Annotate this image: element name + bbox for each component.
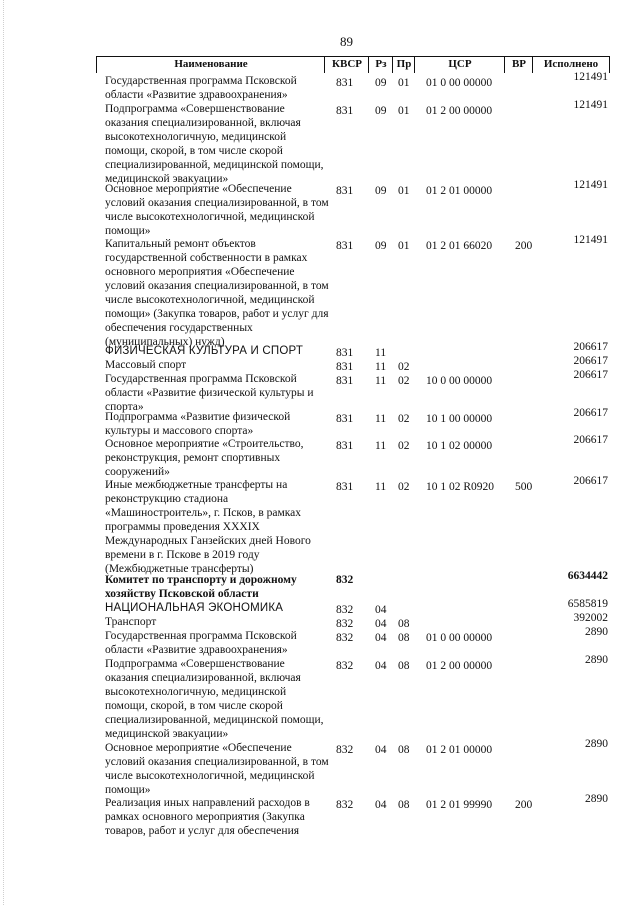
row-kvsr: 832	[336, 618, 354, 630]
header-kvsr: КВСР	[324, 56, 369, 73]
row-kvsr: 831	[336, 185, 354, 197]
row-rz: 09	[375, 240, 387, 252]
row-rz: 04	[375, 632, 387, 644]
row-pr: 02	[398, 375, 410, 387]
row-kvsr: 831	[336, 375, 354, 387]
row-pr: 01	[398, 185, 410, 197]
row-kvsr: 832	[336, 632, 354, 644]
row-rz: 09	[375, 77, 387, 89]
row-amount: 206617	[573, 475, 608, 487]
row-pr: 08	[398, 632, 410, 644]
row-rz: 11	[375, 375, 387, 387]
row-vr: 200	[515, 799, 533, 811]
row-pr: 01	[398, 105, 410, 117]
row-kvsr: 832	[336, 660, 354, 672]
row-pr: 02	[398, 481, 410, 493]
row-pr: 02	[398, 413, 410, 425]
row-name: ФИЗИЧЕСКАЯ КУЛЬТУРА И СПОРТ	[105, 345, 304, 357]
header-pr: Пр	[392, 56, 415, 73]
header-rz: Рз	[368, 56, 393, 73]
row-name: Массовый спорт	[105, 359, 187, 371]
row-csr: 01 2 01 99990	[426, 799, 493, 811]
row-rz: 09	[375, 185, 387, 197]
row-rz: 04	[375, 618, 387, 630]
row-kvsr: 831	[336, 361, 354, 373]
row-kvsr: 831	[336, 240, 354, 252]
row-name: НАЦИОНАЛЬНАЯ ЭКОНОМИКА	[105, 602, 284, 614]
row-amount: 206617	[573, 434, 608, 446]
page-number: 89	[340, 34, 353, 49]
row-amount: 121491	[573, 179, 608, 191]
header-executed: Исполнено	[532, 56, 610, 73]
row-rz: 11	[375, 361, 387, 373]
row-amount: 392002	[573, 612, 608, 624]
header-name: Наименование	[96, 56, 325, 73]
row-amount: 6585819	[567, 598, 608, 610]
row-csr: 01 2 00 00000	[426, 105, 493, 117]
row-csr: 01 2 01 00000	[426, 185, 493, 197]
row-amount: 2890	[585, 654, 608, 666]
row-csr: 01 0 00 00000	[426, 632, 493, 644]
row-rz: 04	[375, 799, 387, 811]
row-amount: 206617	[573, 407, 608, 419]
row-name: Государственная программа Псковской области «Развитие здравоохранения»	[105, 630, 297, 656]
row-kvsr: 832	[336, 604, 354, 616]
row-csr: 01 2 01 00000	[426, 744, 493, 756]
row-name: Транспорт	[105, 616, 157, 628]
row-csr: 01 2 01 66020	[426, 240, 493, 252]
row-pr: 02	[398, 361, 410, 373]
row-vr: 500	[515, 481, 533, 493]
row-kvsr: 831	[336, 347, 354, 359]
row-name: Основное мероприятие «Строительство, реконструкция, ремонт спортивных сооружений»	[105, 438, 304, 478]
row-amount: 206617	[573, 355, 608, 367]
row-amount: 2890	[585, 738, 608, 750]
row-name: Капитальный ремонт объектов государственной собственности в рамках основного мероприятия «Обеспечение условий оказания специализированной, в том числе высокотехнологичной, медицинской помощи» (Закупка товаров, работ и услуг для обеспечения государственных (муниципальных) нужд)	[105, 238, 329, 348]
header-csr: ЦСР	[414, 56, 505, 73]
row-name: Подпрограмма «Совершенствование оказания специализированной, включая высокотехнологичную, медицинской помощи, скорой, в том числе скорой специализированной, медицинской помощи, медицинской эвакуации»	[105, 658, 324, 740]
row-rz: 11	[375, 440, 387, 452]
row-amount: 206617	[573, 369, 608, 381]
row-pr: 08	[398, 799, 410, 811]
row-name: Основное мероприятие «Обеспечение условий оказания специализированной, в том числе высокотехнологичной, медицинской помощи»	[105, 183, 329, 237]
row-name: Комитет по транспорту и дорожному хозяйству Псковской области	[105, 574, 297, 600]
row-name: Подпрограмма «Совершенствование оказания специализированной, включая высокотехнологичную, медицинской помощи, скорой, в том числе скорой специализированной, медицинской помощи, медицинской эвакуации»	[105, 103, 324, 185]
row-pr: 08	[398, 660, 410, 672]
row-rz: 11	[375, 413, 387, 425]
row-rz: 11	[375, 347, 387, 359]
row-pr: 08	[398, 744, 410, 756]
row-amount: 206617	[573, 341, 608, 353]
row-pr: 08	[398, 618, 410, 630]
header-vr: ВР	[504, 56, 533, 73]
row-csr: 10 1 02 R0920	[426, 481, 495, 493]
row-csr: 10 1 02 00000	[426, 440, 493, 452]
row-pr: 01	[398, 240, 410, 252]
row-kvsr: 831	[336, 440, 354, 452]
row-rz: 04	[375, 744, 387, 756]
row-pr: 01	[398, 77, 410, 89]
row-rz: 11	[375, 481, 387, 493]
row-name: Государственная программа Псковской области «Развитие здравоохранения»	[105, 75, 297, 101]
row-name: Государственная программа Псковской области «Развитие физической культуры и спорта»	[105, 373, 314, 413]
row-kvsr: 831	[336, 413, 354, 425]
row-rz: 04	[375, 660, 387, 672]
scan-edge	[3, 0, 5, 905]
row-rz: 09	[375, 105, 387, 117]
row-csr: 10 1 00 00000	[426, 413, 493, 425]
row-kvsr: 831	[336, 105, 354, 117]
row-kvsr: 832	[336, 574, 354, 586]
row-vr: 200	[515, 240, 533, 252]
row-kvsr: 832	[336, 744, 354, 756]
row-amount: 2890	[585, 626, 608, 638]
row-name: Подпрограмма «Развитие физической культуры и массового спорта»	[105, 411, 291, 437]
row-name: Основное мероприятие «Обеспечение условий оказания специализированной, в том числе высокотехнологичной, медицинской помощи»	[105, 742, 329, 796]
row-csr: 01 2 00 00000	[426, 660, 493, 672]
row-amount: 121491	[573, 71, 608, 83]
row-name: Иные межбюджетные трансферты на реконструкцию стадиона «Машиностроитель», г. Псков, в рамках программы проведения XXXIX Международных Ганзейских дней Нового времени в г. Пскове в 2019 году (Межбюджетные трансферты)	[105, 479, 311, 575]
row-name: Реализация иных направлений расходов в рамках основного мероприятия (Закупка товаров, работ и услуг для обеспечения	[105, 797, 310, 837]
row-kvsr: 832	[336, 799, 354, 811]
row-amount: 6634442	[567, 570, 608, 582]
row-csr: 10 0 00 00000	[426, 375, 493, 387]
row-rz: 04	[375, 604, 387, 616]
row-csr: 01 0 00 00000	[426, 77, 493, 89]
row-kvsr: 831	[336, 77, 354, 89]
row-amount: 2890	[585, 793, 608, 805]
row-amount: 121491	[573, 99, 608, 111]
row-kvsr: 831	[336, 481, 354, 493]
row-pr: 02	[398, 440, 410, 452]
row-amount: 121491	[573, 234, 608, 246]
